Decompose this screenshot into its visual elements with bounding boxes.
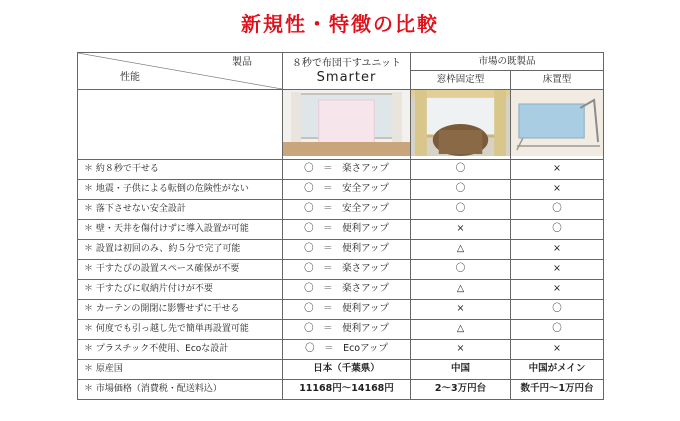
row-label: ＊ 市場価格（消費税・配送料込） — [78, 379, 283, 399]
floor-type-value: × — [511, 339, 604, 359]
floor-type-header: 床置型 — [511, 70, 604, 89]
performance-header: 性能 — [120, 72, 140, 83]
smarter-name: Smarter — [316, 69, 377, 85]
row-label: ＊ 落下させない安全設計 — [78, 199, 283, 219]
window-type-value: 〇 — [411, 159, 511, 179]
window-type-value: 中国 — [411, 359, 511, 379]
table-row — [78, 219, 604, 239]
floor-type-value: × — [511, 279, 604, 299]
smarter-value: 〇 ＝ 安全アップ — [283, 199, 411, 219]
floor-type-photo-cell — [511, 90, 604, 160]
row-label: ＊ 干すたびに収納片付けが不要 — [78, 279, 283, 299]
table-row — [78, 159, 604, 179]
table-row — [78, 259, 604, 279]
floor-type-value: 中国がメイン — [511, 359, 604, 379]
floor-type-photo — [511, 90, 603, 156]
comparison-table — [77, 52, 604, 400]
window-type-photo-cell — [411, 90, 511, 160]
smarter-value: 〇 ＝ 楽さアップ — [283, 279, 411, 299]
floor-type-value: × — [511, 179, 604, 199]
table-row — [78, 279, 604, 299]
floor-type-value: 〇 — [511, 299, 604, 319]
smarter-value: 〇 ＝ Ecoアップ — [283, 339, 411, 359]
floor-type-value: × — [511, 239, 604, 259]
row-label: ＊ 約８秒で干せる — [78, 159, 283, 179]
window-type-header: 窓枠固定型 — [411, 70, 511, 89]
floor-type-value: 数千円〜1万円台 — [511, 379, 604, 399]
window-type-photo — [411, 90, 510, 156]
row-label: ＊ 地震・子供による転倒の危険性がない — [78, 179, 283, 199]
smarter-value: 〇 ＝ 便利アップ — [283, 299, 411, 319]
market-products-header: 市場の既製品 — [411, 53, 604, 71]
smarter-value: 〇 ＝ 楽さアップ — [283, 159, 411, 179]
table-row — [78, 339, 604, 359]
smarter-value: 日本（千葉県） — [283, 359, 411, 379]
table-row — [78, 319, 604, 339]
window-type-value: △ — [411, 239, 511, 259]
smarter-photo-cell — [283, 90, 411, 160]
table-row-origin — [78, 359, 604, 379]
smarter-photo — [283, 90, 410, 156]
page-title: 新規性・特徴の比較 — [241, 12, 439, 36]
row-label: ＊ 干すたびの設置スペース確保が不要 — [78, 259, 283, 279]
smarter-value: 〇 ＝ 楽さアップ — [283, 259, 411, 279]
window-type-value: × — [411, 219, 511, 239]
smarter-header — [283, 53, 411, 90]
floor-type-value: 〇 — [511, 199, 604, 219]
row-label: ＊ カーテンの開閉に影響せずに干せる — [78, 299, 283, 319]
table-row — [78, 179, 604, 199]
smarter-value: 〇 ＝ 安全アップ — [283, 179, 411, 199]
row-label: ＊ 設置は初回のみ、約５分で完了可能 — [78, 239, 283, 259]
window-type-value: △ — [411, 279, 511, 299]
window-type-value: 〇 — [411, 179, 511, 199]
row-label: ＊ プラスチック不使用、Ecoな設計 — [78, 339, 283, 359]
product-header: 製品 — [232, 57, 252, 68]
window-type-value: × — [411, 339, 511, 359]
smarter-tagline: ８秒で布団干すユニット — [291, 57, 402, 69]
window-type-value: 2〜3万円台 — [411, 379, 511, 399]
header-corner-cell — [78, 53, 283, 90]
floor-type-value: 〇 — [511, 219, 604, 239]
smarter-value: 〇 ＝ 便利アップ — [283, 239, 411, 259]
row-label: ＊ 壁・天井を傷付けずに導入設置が可能 — [78, 219, 283, 239]
smarter-value: 11168円〜14168円 — [283, 379, 411, 399]
window-type-value: 〇 — [411, 199, 511, 219]
floor-type-value: 〇 — [511, 319, 604, 339]
table-row — [78, 239, 604, 259]
table-row — [78, 299, 604, 319]
window-type-value: × — [411, 299, 511, 319]
floor-type-value: × — [511, 259, 604, 279]
floor-type-value: × — [511, 159, 604, 179]
image-row — [78, 90, 604, 160]
row-label: ＊ 何度でも引っ越し先で簡単再設置可能 — [78, 319, 283, 339]
table-row — [78, 199, 604, 219]
window-type-value: △ — [411, 319, 511, 339]
row-label: ＊ 原産国 — [78, 359, 283, 379]
image-row-label — [78, 90, 283, 160]
smarter-value: 〇 ＝ 便利アップ — [283, 219, 411, 239]
header-row-1 — [78, 53, 604, 71]
smarter-value: 〇 ＝ 便利アップ — [283, 319, 411, 339]
table-row-price — [78, 379, 604, 399]
window-type-value: 〇 — [411, 259, 511, 279]
